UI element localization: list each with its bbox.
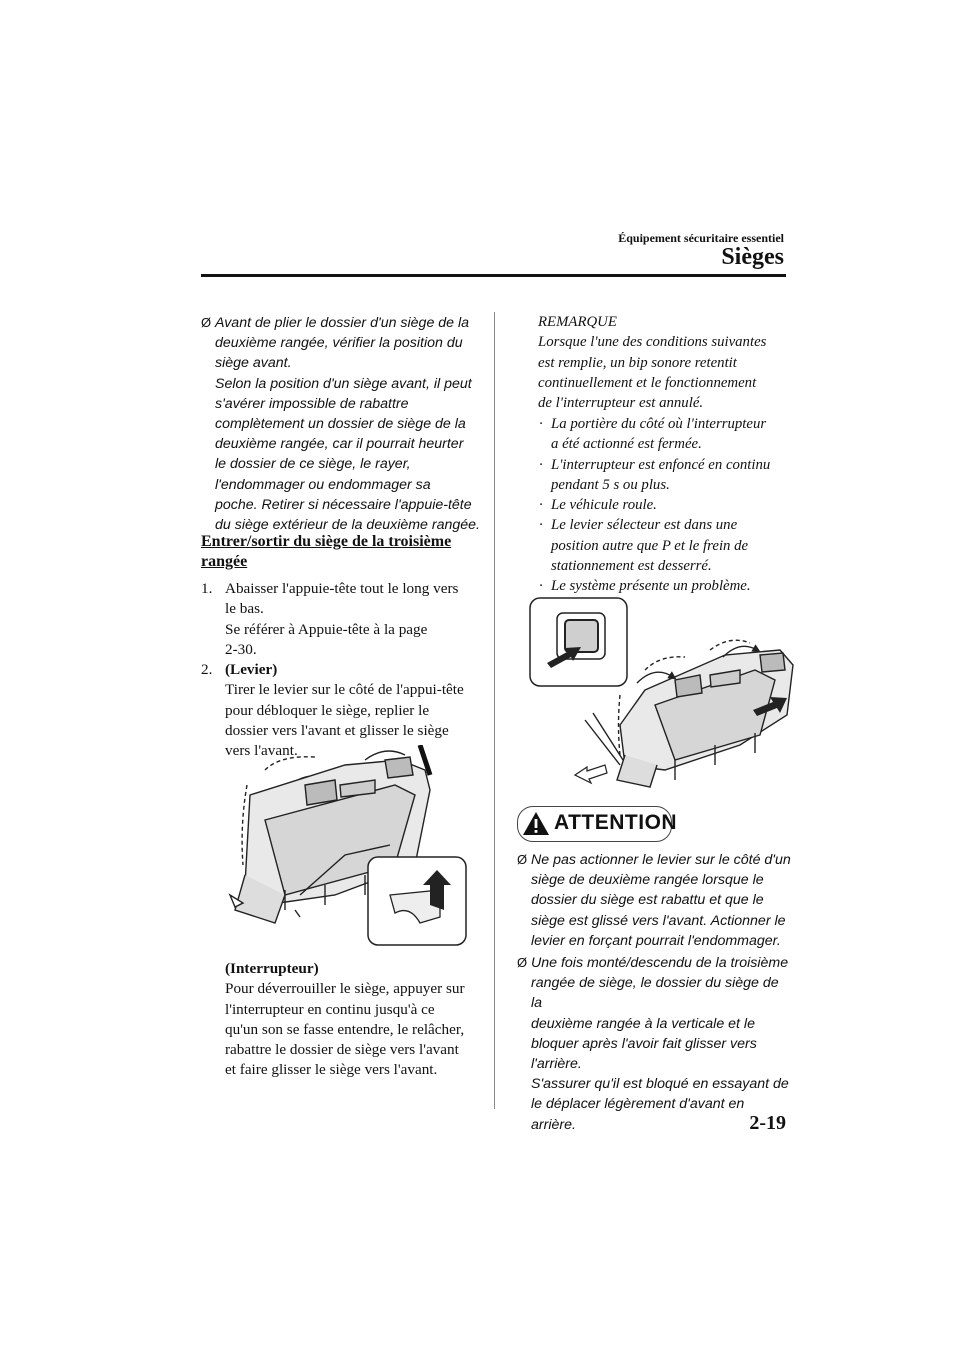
step-number: 2. <box>201 661 213 679</box>
bullet-line: pendant 5 s ou plus. <box>551 476 670 493</box>
warning-item <box>517 850 792 951</box>
list-item <box>538 495 788 515</box>
step-line: Tirer le levier sur le côté de l'appui-tête <box>225 681 464 699</box>
bullet-dot-icon: · <box>539 497 543 514</box>
arrow-bullet-icon: Ø <box>517 955 528 971</box>
note-line: poche. Retirer si nécessaire l'appuie-tête <box>215 496 472 513</box>
note-line: deuxième rangée, car il pourrait heurter <box>215 436 464 453</box>
switch-line: et faire glisser le siège vers l'avant. <box>225 1061 438 1079</box>
note-line: deuxième rangée, vérifier la position du <box>215 335 463 352</box>
list-item <box>538 414 788 455</box>
warning-item <box>517 953 792 1135</box>
switch-illustration <box>525 595 795 795</box>
step-line: le bas. <box>225 600 264 618</box>
step-bold-label: (Levier) <box>225 661 278 679</box>
bullet-line: La portière du côté où l'interrupteur <box>551 416 767 432</box>
lever-illustration <box>225 745 470 950</box>
warning-line: levier en forçant pourrait l'endommager. <box>531 932 781 949</box>
bullet-line: Le levier sélecteur est dans une <box>551 517 738 534</box>
warning-line: siège est glissé vers l'avant. Actionner le <box>531 912 786 929</box>
warning-line: deuxième rangée à la verticale et le <box>531 1015 755 1032</box>
steps-list <box>201 579 476 762</box>
note-line: siège avant. <box>215 355 292 372</box>
note-line: Selon la position d'un siège avant, il peut <box>215 375 472 392</box>
note-line: Avant de plier le dossier d'un siège de la <box>215 315 470 331</box>
warning-line: dossier du siège est rabattu et que le <box>531 892 764 909</box>
column-divider <box>494 312 495 1109</box>
list-item <box>538 455 788 496</box>
note-line: l'endommager ou endommager sa <box>215 476 431 493</box>
bullet-line: stationnement est desserré. <box>551 558 712 575</box>
remark-line: continuellement et le fonctionnement <box>538 374 757 391</box>
warning-line: bloquer après l'avoir fait glisser vers <box>531 1035 757 1052</box>
bullet-dot-icon: · <box>539 517 543 534</box>
note-line: s'avérer impossible de rabattre <box>215 395 409 412</box>
remark-block <box>538 312 788 413</box>
arrow-bullet-icon: Ø <box>517 852 528 867</box>
bullet-line: Le véhicule roule. <box>551 497 657 514</box>
warning-line: S'assurer qu'il est bloqué en essayant de <box>531 1076 789 1093</box>
step-line: Se référer à Appuie-tête à la page <box>225 620 428 638</box>
note-line: complètement un dossier de siège de la <box>215 416 466 433</box>
remark-line: Lorsque l'une des conditions suivantes <box>538 334 767 351</box>
switch-paragraph <box>225 959 480 1081</box>
step-line: pour débloquer le siège, replier le <box>225 701 430 719</box>
remark-line: de l'interrupteur est annulé. <box>538 395 704 412</box>
section-label: Équipement sécuritaire essentiel <box>618 231 784 245</box>
warning-line: siège de deuxième rangée lorsque le <box>531 872 764 889</box>
step-line: vers l'avant. <box>225 742 298 760</box>
subheading: Entrer/sortir du siège de la troisième rangée <box>201 533 452 570</box>
step-line: Abaisser l'appuie-tête tout le long vers <box>225 580 459 597</box>
warning-line: Ne pas actionner le levier sur le côté d'un <box>531 852 791 868</box>
warning-line: l'arrière. <box>531 1056 582 1073</box>
bullet-dot-icon: · <box>539 416 543 432</box>
header-rule <box>201 274 786 277</box>
note-line: du siège extérieur de la deuxième rangée. <box>215 517 481 534</box>
switch-bold-label: (Interrupteur) <box>225 960 319 977</box>
list-item <box>538 576 788 596</box>
switch-line: qu'un son se fasse entendre, le relâcher, <box>225 1020 465 1038</box>
remark-title: REMARQUE <box>538 314 617 330</box>
warning-line: le déplacer légèrement d'avant en <box>531 1096 745 1113</box>
switch-line: rabattre le dossier de siège vers l'avant <box>225 1041 459 1059</box>
attention-label: ATTENTION <box>554 811 678 834</box>
step-line: 2-30. <box>225 640 257 658</box>
switch-line: l'interrupteur en continu jusqu'à ce <box>225 1000 435 1018</box>
bullet-line: a été actionné est fermée. <box>551 436 702 453</box>
bullet-line: Le système présente un problème. <box>551 578 751 595</box>
bullet-line: L'interrupteur est enfoncé en continu <box>551 456 771 473</box>
warning-line: Une fois monté/descendu de la troisième <box>531 955 789 972</box>
page-number: 2-19 <box>749 1112 786 1134</box>
warning-triangle-icon <box>522 811 550 836</box>
remark-bullets <box>538 414 788 597</box>
warning-line: arrière. <box>531 1116 576 1133</box>
step-1 <box>201 579 476 660</box>
step-number: 1. <box>201 580 213 597</box>
note-line: le dossier de ce siège, le rayer, <box>215 456 411 473</box>
bullet-dot-icon: · <box>539 578 543 595</box>
bullet-dot-icon: · <box>539 456 543 473</box>
remark-line: est remplie, un bip sonore retentit <box>538 354 737 371</box>
attention-notes <box>517 850 792 1137</box>
arrow-bullet-icon: Ø <box>201 315 212 330</box>
bullet-line: position autre que P et le frein de <box>551 537 749 554</box>
warning-line: rangée de siège, le dossier du siège de la <box>531 975 779 1012</box>
switch-line: Pour déverrouiller le siège, appuyer sur <box>225 980 465 998</box>
left-note <box>201 313 481 535</box>
section-title: Sièges <box>721 244 784 270</box>
list-item <box>538 515 788 576</box>
step-line: dossier vers l'avant et glisser le siège <box>225 722 449 740</box>
